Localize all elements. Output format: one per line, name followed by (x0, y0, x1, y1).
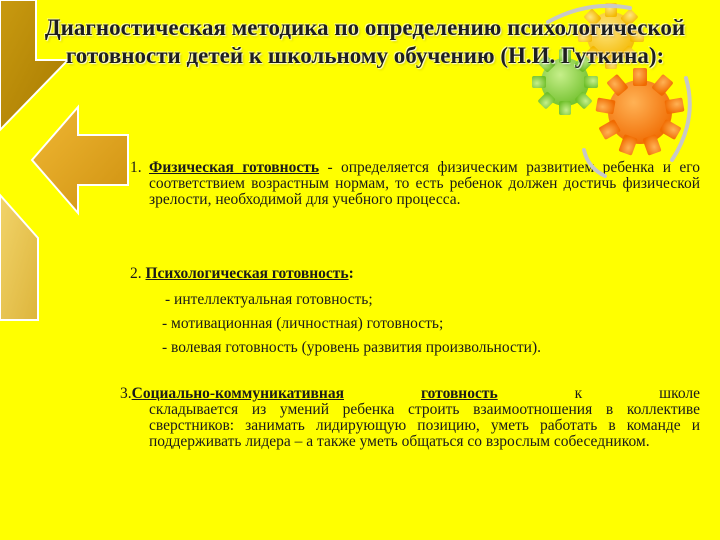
item-heading-suffix: : (348, 265, 354, 282)
sub-item: - интеллектуальная готовность; (165, 291, 373, 308)
slide-title: Диагностическая методика по определению психологической готовности детей к школьному обучению (Н.И. Гуткина): (44, 15, 686, 68)
left-arrow-icon (0, 195, 38, 320)
item-heading-word: готовность (420, 385, 498, 402)
item-number: 3. (120, 385, 132, 402)
item-heading: Физическая готовность (149, 159, 320, 176)
item-text-word: школе (659, 385, 700, 402)
sub-item: - волевая готовность (уровень развития произвольности). (162, 339, 541, 356)
list-item (130, 266, 354, 282)
item-number: 2. (130, 265, 142, 282)
item-text: складывается из умений ребенка строить взаимоотношения в коллективе сверстников: занимать лидирующую позицию, уметь работать в команде и поддерживать лидера – а также уметь общаться со взрослым собеседником. (149, 401, 700, 450)
item-text: - определяется физическим развитием ребенка и его соответствием возрастным нормам, то есть ребенок должен достичь физической зрелости, необходимой для учебного процесса. (149, 159, 701, 208)
list-item (120, 386, 700, 450)
gear-icon (595, 68, 684, 156)
item-text-word: к (574, 385, 583, 402)
item-heading: Социально-коммуникативная (131, 385, 344, 402)
sub-item: - мотивационная (личностная) готовность; (162, 315, 444, 332)
item-number: 1. (130, 159, 142, 176)
item-heading: Психологическая готовность (145, 265, 349, 282)
